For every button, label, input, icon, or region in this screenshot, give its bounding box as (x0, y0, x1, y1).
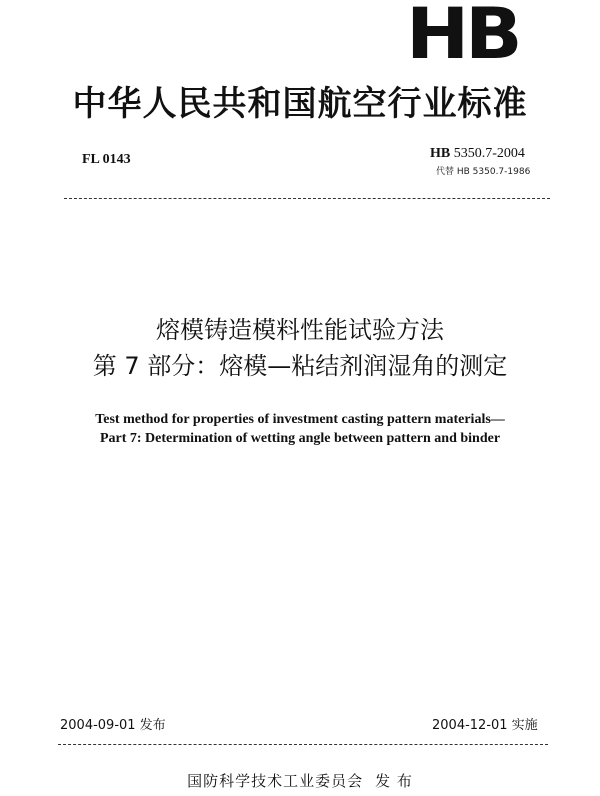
standard-number-prefix: HB (430, 146, 451, 161)
standard-category-title: 中华人民共和国航空行业标准 (72, 84, 528, 124)
chinese-title-line-2: 第 7 部分：熔模—粘结剂润湿角的测定 (92, 352, 508, 380)
replaces-note: 代替 HB 5350.7-1986 (436, 167, 531, 177)
english-title (0, 410, 600, 448)
header-divider (64, 198, 550, 199)
english-title-line-1: Test method for properties of investment casting pattern materials— (95, 412, 505, 427)
chinese-title (0, 312, 600, 384)
standard-number-value: 5350.7-2004 (453, 146, 525, 161)
standard-number (430, 146, 525, 162)
hb-logo: HB (406, 0, 519, 75)
english-title-line-2: Part 7: Determination of wetting angle between pattern and binder (99, 431, 501, 446)
publisher-name: 国防科学技术工业委员会 (187, 772, 364, 790)
footer-divider (58, 744, 548, 745)
issue-date: 2004-09-01 发布 (60, 718, 166, 733)
publish-label: 发 布 (375, 772, 413, 790)
ics-code: FL 0143 (82, 152, 131, 167)
implementation-date: 2004-12-01 实施 (432, 718, 538, 733)
chinese-title-line-1: 熔模铸造模料性能试验方法 (156, 316, 444, 344)
publisher-line (0, 770, 600, 791)
